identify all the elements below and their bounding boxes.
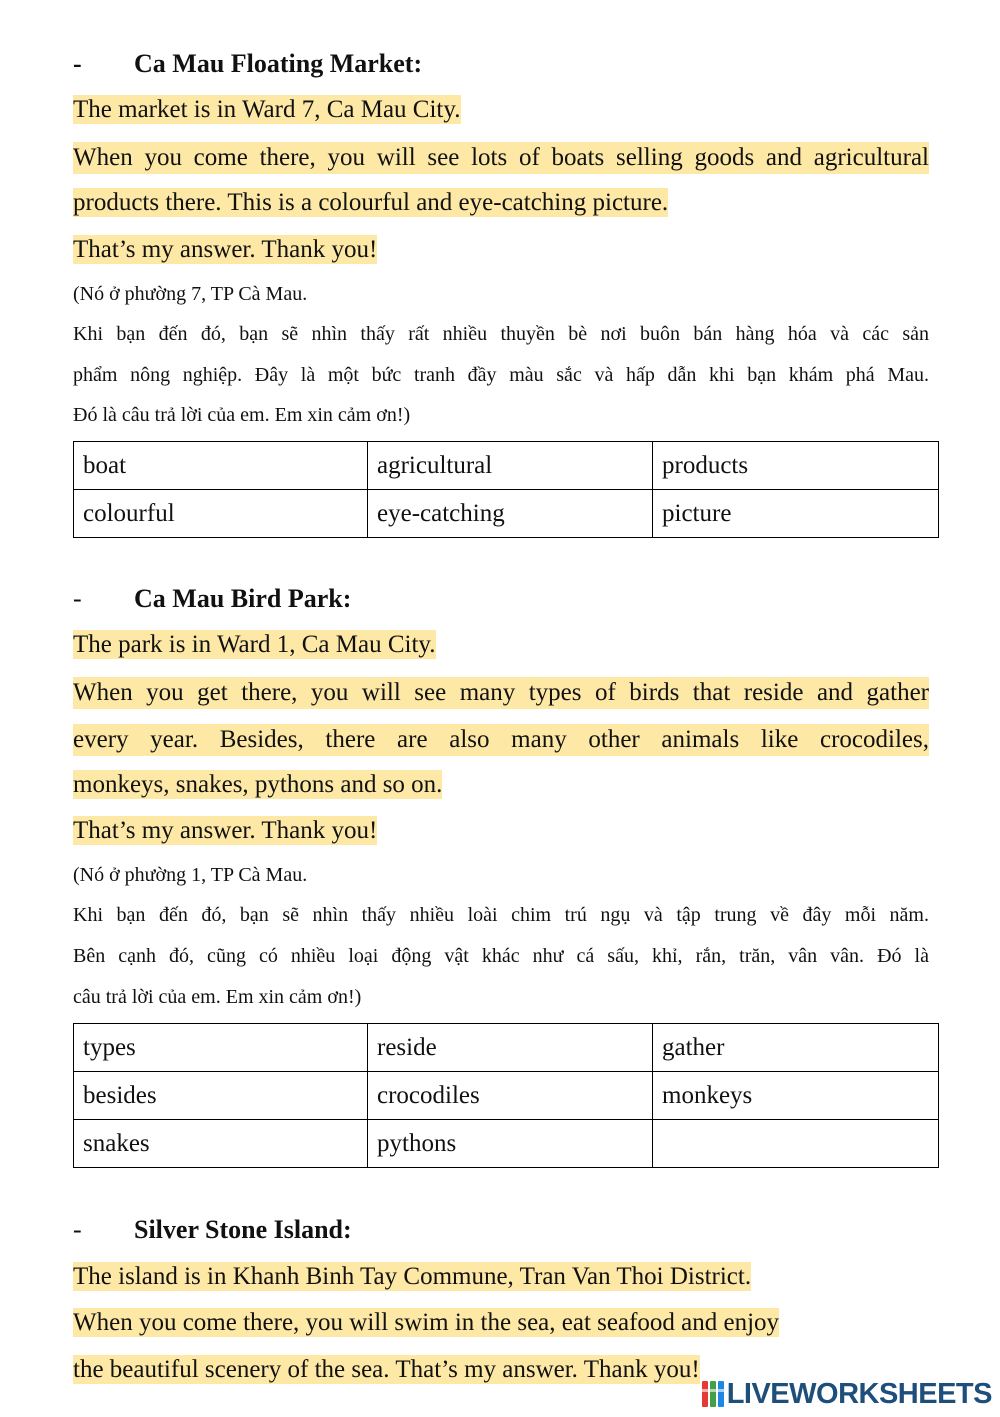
english-line: monkeys, snakes, pythons and so on. <box>73 771 443 798</box>
vietnamese-line: Khi bạn đến đó, bạn sẽ nhìn thấy nhiều loài chim trú ngụ và tập trung về đây mỗi năm. <box>73 904 929 926</box>
english-line: products there. This is a colourful and eye-catching picture. <box>73 189 669 216</box>
liveworksheets-icon <box>701 1379 725 1409</box>
table-row <box>74 1024 939 1072</box>
vietnamese-line: phẩm nông nghiệp. Đây là một bức tranh đầy màu sắc và hấp dẫn khi bạn khám phá Mau. <box>73 364 929 386</box>
liveworksheets-logo <box>701 1376 992 1412</box>
vocab-cell: products <box>653 442 939 490</box>
vocab-cell: colourful <box>74 490 368 538</box>
section-title: Ca Mau Floating Market: <box>134 49 423 78</box>
vietnamese-line: Đó là câu trả lời của em. Em xin cảm ơn!) <box>73 404 411 426</box>
table-row <box>74 442 939 490</box>
english-line: That’s my answer. Thank you! <box>73 236 378 263</box>
section-heading: - Silver Stone Island: <box>73 1215 352 1244</box>
section-heading: - Ca Mau Bird Park: <box>73 584 352 613</box>
vocab-cell: eye-catching <box>368 490 653 538</box>
vocab-cell: snakes <box>74 1120 368 1168</box>
section-title: Ca Mau Bird Park: <box>134 584 352 613</box>
vietnamese-line: Khi bạn đến đó, bạn sẽ nhìn thấy rất nhiều thuyền bè nơi buôn bán hàng hóa và các sản <box>73 323 929 345</box>
vocab-table <box>73 441 939 538</box>
vocab-cell: monkeys <box>653 1072 939 1120</box>
english-line: the beautiful scenery of the sea. That’s my answer. Thank you! <box>73 1356 700 1383</box>
english-line: every year. Besides, there are also many other animals like crocodiles, <box>73 724 929 756</box>
table-row <box>74 490 939 538</box>
section-title: Silver Stone Island: <box>134 1215 352 1244</box>
english-line: When you come there, you will swim in the sea, eat seafood and enjoy <box>73 1309 780 1336</box>
watermark-text: LIVEWORKSHEETS <box>726 1377 992 1410</box>
vietnamese-line: câu trả lời của em. Em xin cảm ơn!) <box>73 986 362 1008</box>
vocab-cell: besides <box>74 1072 368 1120</box>
vietnamese-line: (Nó ở phường 7, TP Cà Mau. <box>73 283 308 305</box>
vietnamese-line: Bên cạnh đó, cũng có nhiều loại động vật khác như cá sấu, khỉ, rắn, trăn, vân vân. Đó là <box>73 945 929 967</box>
vocab-cell <box>653 1120 939 1168</box>
section-heading: - Ca Mau Floating Market: <box>73 49 423 78</box>
vocab-cell: reside <box>368 1024 653 1072</box>
table-row <box>74 1120 939 1168</box>
vocab-cell: types <box>74 1024 368 1072</box>
english-line: The island is in Khanh Binh Tay Commune, Tran Van Thoi District. <box>73 1263 752 1290</box>
vocab-cell: pythons <box>368 1120 653 1168</box>
vocab-cell: picture <box>653 490 939 538</box>
vocab-table <box>73 1023 939 1168</box>
vocab-cell: crocodiles <box>368 1072 653 1120</box>
english-line: When you come there, you will see lots of boats selling goods and agricultural <box>73 142 929 174</box>
english-line: The park is in Ward 1, Ca Mau City. <box>73 631 436 658</box>
english-line: The market is in Ward 7, Ca Mau City. <box>73 96 461 123</box>
vocab-cell: gather <box>653 1024 939 1072</box>
table-row <box>74 1072 939 1120</box>
vocab-cell: boat <box>74 442 368 490</box>
vocab-cell: agricultural <box>368 442 653 490</box>
english-line: When you get there, you will see many types of birds that reside and gather <box>73 677 929 709</box>
vietnamese-line: (Nó ở phường 1, TP Cà Mau. <box>73 864 308 886</box>
english-line: That’s my answer. Thank you! <box>73 817 378 844</box>
